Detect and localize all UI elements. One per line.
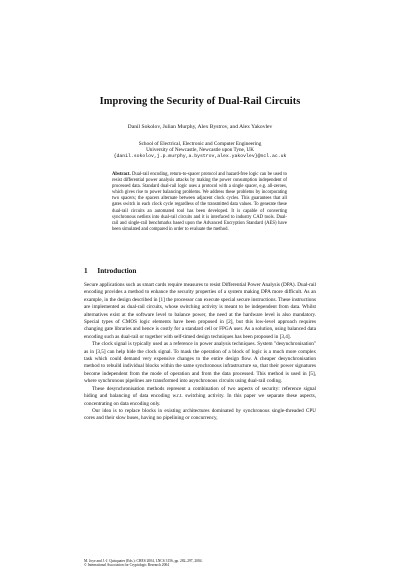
paper-title: Improving the Security of Dual-Rail Circuits [99,96,301,107]
section-number: 1 [84,267,88,275]
abstract [112,172,287,233]
author-list: Danil Sokolov, Julian Murphy, Alex Bystrov, and Alex Yakovlev [127,124,273,130]
section-heading [84,267,136,275]
footer-citation: M. Joye and J.-J. Quisquater (Eds.): CHES 2004, LNCS 3156, pp. 282–297, 2004. [84,559,203,563]
affiliation [0,141,400,160]
paragraph: Our idea is to replace blocks in existing architectures dominated by synchronous single-threaded CPU cores and their slow buses, having no pipelining or concurrency, [84,407,316,422]
author-emails: {danil.sokolov,j.p.murphy,a.bystrov,alex.yakovlev}@ncl.ac.uk [113,153,287,159]
paragraph: Secure applications such as smart cards require measures to resist Differential Power Analysis (DPA). Dual-rail encoding provides a method to enhance the security properties of a system making DPA more difficult. As an example, in the design described in [1] the processor can execute special secure instructions. These instructions are implemented as dual-rail circuits, whose switching activity is meant to be independent from data. Whilst alternatives exist at the software level to balance power, the need at the hardware level is also mandatory. Special types of CMOS logic elements have been proposed in [2], but this low-level approach requires changing gate libraries and hence is costly for a standard cell or FPGA user. As a solution, using balanced data encoding such as dual-rail or together with self-timed design techniques has been proposed in [3,4]. [84,282,316,340]
paragraph: These desynchronisation methods represent a combination of two aspects of security: reference signal hiding and balancing of data encoding w.r.t. switching activity. In this paper we separate these aspects, concentrating on data encoding only. [84,385,316,407]
abstract-text: Dual-rail encoding, return-to-spacer protocol and hazard-free logic can be used to resist differential power analysis attacks by making the power consumption independent of processed data. Standard dual-rail logic uses a protocol with a single spacer, e.g. all-zeroes, which gives rise to power balancing problems. We address these problems by incorporating two spacers; the spacers alternate between adjacent clock cycles. This guarantees that all gates switch in each clock cycle regardless of the transmitted data values. To generate these dual-rail circuits an automated tool has been developed. It is capable of converting synchronous netlists into dual-rail circuits and it is interfaced to industry CAD tools. Dual-rail and single-rail benchmarks based upon the Advanced Encryption Standard (AES) have been simulated and compared in order to evaluate the method. [112,172,288,232]
section-title: Introduction [97,267,137,275]
footer-copyright: © International Association for Cryptologic Research 2004 [84,563,169,568]
publication-footer [84,559,316,568]
affiliation-school: School of Electrical, Electronic and Computer Engineering [138,141,262,147]
affiliation-university: University of Newcastle, Newcastle upon Tyne, UK [146,147,254,154]
abstract-label: Abstract. [112,172,131,177]
section-body [84,282,316,423]
paragraph: The clock signal is typically used as a reference in power analysis techniques. System "desynchronisation" as in [3,5] can help hide the clock signal. To mask the operation of a block of logic is a much more complex task which could demand very expensive changes to the entire design flow. A cheaper desynchronisation method to rebuild individual blocks within the same synchronous infrastructure so, that their power signatures become independent from the mode of operation and from the data processed. This method is used in [5], where synchronous pipelines are transformed into asynchronous circuits using dual-rail coding. [84,341,316,385]
